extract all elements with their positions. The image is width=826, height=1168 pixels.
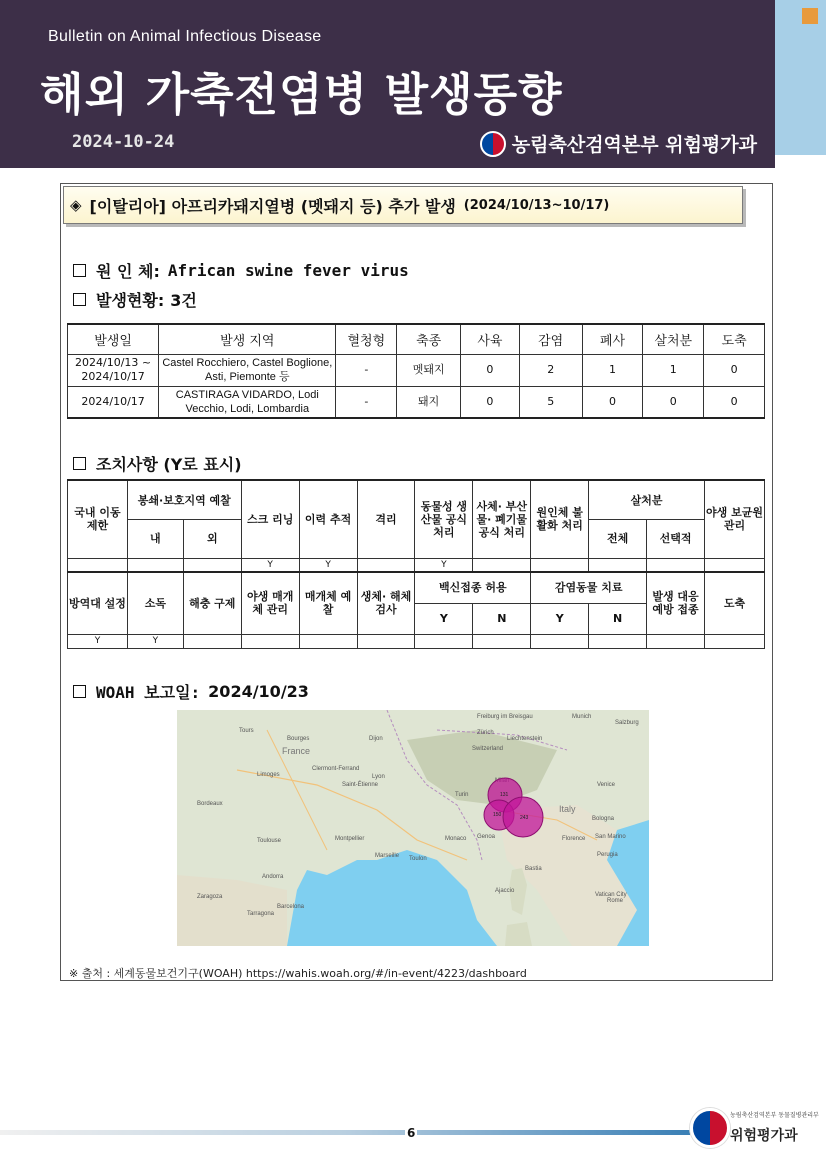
diamond-bullet-icon: ◈ xyxy=(70,196,82,214)
value-cell xyxy=(415,634,473,648)
section-period: (2024/10/13~10/17) xyxy=(463,197,610,213)
measures-table xyxy=(67,479,765,649)
status-value: 3건 xyxy=(170,291,197,310)
cell-region: CASTIRAGA VIDARDO, Lodi Vecchio, Lodi, Lombardia xyxy=(159,386,336,418)
col-header: 발생일 xyxy=(68,324,159,354)
map-label: Florence xyxy=(562,836,586,842)
side-accent-square xyxy=(802,8,818,24)
bulletin-subtitle: Bulletin on Animal Infectious Disease xyxy=(48,28,322,45)
map-label: Switzerland xyxy=(472,746,504,752)
marker-label: 150 xyxy=(493,812,502,818)
org-name xyxy=(480,130,757,157)
col-header: 축종 xyxy=(397,324,461,354)
value-cell xyxy=(357,558,415,572)
map-label: Tarragona xyxy=(247,911,275,917)
hdr-cull-select: 선택적 xyxy=(647,520,705,558)
map-label: Perugia xyxy=(597,852,618,858)
map-label: Salzburg xyxy=(615,720,639,726)
outbreak-map xyxy=(177,710,649,946)
map-label: Bologna xyxy=(592,816,615,822)
measures-values-row-2 xyxy=(68,634,765,648)
value-cell xyxy=(183,634,241,648)
status-label: 발생현황: xyxy=(96,291,165,310)
woah-label: WOAH 보고일: xyxy=(96,683,201,702)
hdr-disinfection: 소독 xyxy=(127,572,183,634)
table-row xyxy=(68,386,765,418)
cell-infected: 5 xyxy=(519,386,582,418)
value-cell xyxy=(704,558,764,572)
cell-infected: 2 xyxy=(519,354,582,386)
map-label: Ajaccio xyxy=(495,888,515,894)
map-label: Toulouse xyxy=(257,838,282,844)
hdr-inactivation: 원인체 불활화 처리 xyxy=(531,480,589,558)
woah-line xyxy=(73,680,309,703)
cell-serotype: - xyxy=(336,354,397,386)
value-cell xyxy=(473,634,531,648)
col-header: 혈청형 xyxy=(336,324,397,354)
map-label: Freiburg im Breisgau xyxy=(477,714,533,720)
hdr-slaughter: 도축 xyxy=(704,572,764,634)
map-label: Clermont-Ferrand xyxy=(312,766,360,772)
measures-line xyxy=(73,452,242,475)
hdr-pest: 해충 구제 xyxy=(183,572,241,634)
map-svg xyxy=(177,710,649,946)
hdr-quarantine-zone: 방역대 설정 xyxy=(68,572,128,634)
cell-culled: 0 xyxy=(643,386,704,418)
marker-label: 243 xyxy=(520,815,529,821)
hdr-y: Y xyxy=(415,603,473,634)
value-cell xyxy=(647,634,705,648)
map-label: Marseille xyxy=(375,853,400,859)
col-header: 도축 xyxy=(704,324,765,354)
map-label: Montpellier xyxy=(335,836,365,842)
status-line xyxy=(73,288,197,311)
cell-region: Castel Rocchiero, Castel Boglione, Asti, Piemonte 등 xyxy=(159,354,336,386)
value-cell xyxy=(589,634,647,648)
cell-species: 멧돼지 xyxy=(397,354,461,386)
hdr-vaccine: 백신접종 허용 xyxy=(415,572,531,603)
measures-label: 조치사항 (Y로 표시) xyxy=(96,455,242,474)
map-label: Bordeaux xyxy=(197,801,223,807)
map-label: San Marino xyxy=(595,834,626,840)
cell-dead: 0 xyxy=(582,386,643,418)
value-cell xyxy=(357,634,415,648)
map-label: France xyxy=(282,746,311,756)
taeguk-footer-logo-icon xyxy=(690,1108,730,1148)
cell-date: 2024/10/13 ~ 2024/10/17 xyxy=(68,354,159,386)
cell-serotype: - xyxy=(336,386,397,418)
value-cell: Y xyxy=(299,558,357,572)
hdr-zone-in: 내 xyxy=(127,520,183,558)
map-label: Saint-Étienne xyxy=(342,782,379,788)
hdr-wild-reservoir: 야생 보균원 관리 xyxy=(704,480,764,558)
cell-culled: 1 xyxy=(643,354,704,386)
value-cell xyxy=(704,634,764,648)
map-label: Bastia xyxy=(525,866,542,872)
checkbox-square-icon xyxy=(73,264,86,277)
content-box xyxy=(60,183,773,981)
hdr-n: N xyxy=(589,603,647,634)
hdr-vector-surv: 매개체 예찰 xyxy=(299,572,357,634)
source-note: ※ 출처 : 세계동물보건기구(WOAH) https://wahis.woah.org/#/in-event/4223/dashboard xyxy=(69,967,527,980)
checkbox-square-icon xyxy=(73,457,86,470)
cell-species: 돼지 xyxy=(397,386,461,418)
cell-raised: 0 xyxy=(461,354,520,386)
col-header: 감염 xyxy=(519,324,582,354)
value-cell xyxy=(647,558,705,572)
checkbox-square-icon xyxy=(73,293,86,306)
map-label: Italy xyxy=(559,804,576,814)
map-label: Bourges xyxy=(287,736,310,742)
value-cell xyxy=(473,558,531,572)
taeguk-logo-icon xyxy=(480,131,506,157)
map-label: Andorra xyxy=(262,874,284,880)
hdr-n: N xyxy=(473,603,531,634)
value-cell xyxy=(531,634,589,648)
hdr-official-disposal: 동물성 생산물 공식 처리 xyxy=(415,480,473,558)
col-header: 살처분 xyxy=(643,324,704,354)
footer-line xyxy=(0,1130,690,1135)
map-label: Zaragoza xyxy=(197,894,223,900)
value-cell xyxy=(68,558,128,572)
cause-value: African swine fever virus xyxy=(167,261,409,280)
table-row xyxy=(68,354,765,386)
outbreak-table xyxy=(67,323,765,419)
cell-slaughtered: 0 xyxy=(704,354,765,386)
map-label: Turin xyxy=(455,792,469,798)
org-label: 농림축산검역본부 위험평가과 xyxy=(511,134,757,156)
cell-raised: 0 xyxy=(461,386,520,418)
hdr-cull-all: 전체 xyxy=(589,520,647,558)
value-cell: Y xyxy=(68,634,128,648)
hdr-trace: 이력 추적 xyxy=(299,480,357,558)
cell-dead: 1 xyxy=(582,354,643,386)
map-label: Toulon xyxy=(409,856,427,862)
checkbox-square-icon xyxy=(73,685,86,698)
value-cell xyxy=(127,558,183,572)
cell-slaughtered: 0 xyxy=(704,386,765,418)
value-cell xyxy=(589,558,647,572)
map-label: Zürich xyxy=(477,730,494,736)
value-cell xyxy=(241,634,299,648)
hdr-treat: 감염동물 치료 xyxy=(531,572,647,603)
map-label: Rome xyxy=(607,898,624,904)
woah-date: 2024/10/23 xyxy=(208,682,309,701)
hdr-domestic-move: 국내 이동 제한 xyxy=(68,480,128,558)
hdr-zone: 봉쇄·보호지역 예찰 xyxy=(127,480,241,520)
hdr-bio-test: 생체· 해체 검사 xyxy=(357,572,415,634)
value-cell: Y xyxy=(127,634,183,648)
map-label: Monaco xyxy=(445,836,467,842)
measures-values-row-1 xyxy=(68,558,765,572)
page-title: 해외 가축전염병 발생동향 xyxy=(40,68,563,121)
footer-department: 농림축산검역본부 동물질병관리부 xyxy=(730,1112,819,1119)
cause-line xyxy=(73,259,409,282)
map-label: Munich xyxy=(572,714,592,720)
col-header: 사육 xyxy=(461,324,520,354)
map-label: Barcelona xyxy=(277,904,305,910)
footer-org: 위험평가과 xyxy=(730,1128,798,1144)
page-number: 6 xyxy=(407,1126,416,1140)
side-accent-bar xyxy=(775,0,826,155)
map-label: Dijon xyxy=(369,736,383,742)
col-header: 발생 지역 xyxy=(159,324,336,354)
map-label: Vatican City xyxy=(595,892,627,898)
col-header: 폐사 xyxy=(582,324,643,354)
section-title-text: [이탈리아] 아프리카돼지열병 (멧돼지 등) 추가 발생 xyxy=(89,196,456,216)
hdr-wild-vector: 야생 매개체 관리 xyxy=(241,572,299,634)
hdr-y: Y xyxy=(531,603,589,634)
hdr-cull: 살처분 xyxy=(589,480,705,520)
value-cell: Y xyxy=(241,558,299,572)
map-label: Limoges xyxy=(257,772,280,778)
section-title xyxy=(63,186,743,224)
map-label: Venice xyxy=(597,782,616,788)
header-banner xyxy=(0,0,775,168)
hdr-prevent-vac: 발생 대응 예방 접종 xyxy=(647,572,705,634)
hdr-zone-out: 외 xyxy=(183,520,241,558)
map-label: Genoa xyxy=(477,834,496,840)
map-label: Liechtenstein xyxy=(507,736,543,742)
value-cell xyxy=(299,634,357,648)
value-cell: Y xyxy=(415,558,473,572)
marker-label: 131 xyxy=(500,792,509,798)
map-label: Tours xyxy=(239,728,254,734)
hdr-screening: 스크 리닝 xyxy=(241,480,299,558)
value-cell xyxy=(531,558,589,572)
map-label: Lyon xyxy=(372,774,385,780)
value-cell xyxy=(183,558,241,572)
bulletin-date: 2024-10-24 xyxy=(72,132,175,152)
cell-date: 2024/10/17 xyxy=(68,386,159,418)
cause-label: 원 인 체: xyxy=(96,262,160,281)
hdr-isolation: 격리 xyxy=(357,480,415,558)
hdr-carcass: 사체· 부산물· 폐기물 공식 처리 xyxy=(473,480,531,558)
